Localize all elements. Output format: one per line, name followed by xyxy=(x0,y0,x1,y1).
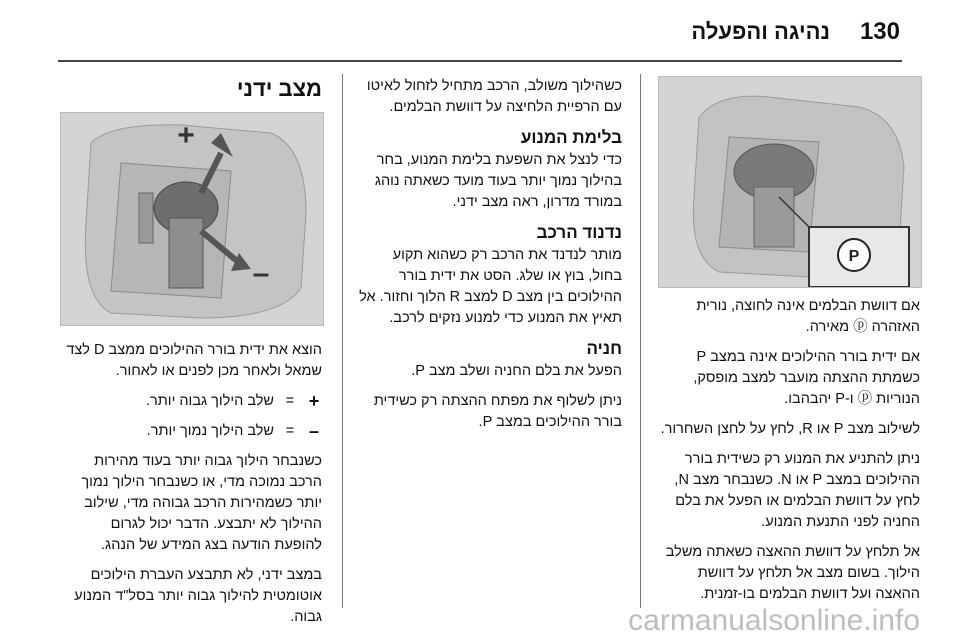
plus-symbol: + xyxy=(308,391,320,411)
left-column-text xyxy=(60,340,322,637)
symbol-row-plus xyxy=(60,391,322,412)
symbol-row-minus xyxy=(60,421,322,442)
paragraph: כדי לנצל את השפעת בלימת המנוע, בחר בהילוך נמוך יותר בעוד מועד כשאתה נוהג במורד מדרון, ראה מצב ידני. xyxy=(374,152,622,210)
column-divider-right xyxy=(640,74,641,608)
svg-text:P: P xyxy=(848,248,860,265)
plus-icon: + xyxy=(177,119,195,152)
header-divider xyxy=(58,60,902,62)
paragraph: מותר לנדנד את הרכב רק כשהוא תקוע בחול, בוץ או שלג. הסט את ידית בורר ההילוכים בין מצב D למצב R הלוך וחזור. אל תאיץ את המנוע כדי למנוע נזקים לרכב. xyxy=(359,247,622,326)
middle-column-text xyxy=(358,76,622,442)
paragraph: כשנבחר הילוך גבוה יותר בעוד מהירות הרכב נמוכה מדי, או כשנבחר הילוך נמוך יותר כשמהירות הרכב גבוהה מדי, שילוב ההילוך לא יתבצע. הדבר יכול לגרום להופעת הודעה בצג המידע של הנהג. xyxy=(81,453,322,553)
left-column-title xyxy=(60,78,322,99)
page-number: 130 xyxy=(859,18,900,45)
paragraph: ניתן לשלוף את מפתח ההצתה רק כשידית בורר ההילוכים במצב P. xyxy=(373,393,622,430)
paragraph: אם ידית בורר ההילוכים אינה במצב P כשמתת ההצתה מועבר למצב מופסק, הנוריות ⓟ ו-P יהבהבו. xyxy=(693,349,920,407)
paragraph: ניתן להתניע את המנוע רק כשידית בורר ההילוכים במצב P או N. כשנבחר מצב N, לחץ על דוושת הבלמים או הפעל את בלם החניה לפני התנעת המנוע. xyxy=(674,451,920,530)
figure-gear-lever-p-light xyxy=(658,76,922,288)
gear-lever-illustration xyxy=(659,77,921,287)
paragraph: הפעל את בלם החניה ושלב מצב P. xyxy=(411,363,622,379)
watermark-text: carmanualsonline.info xyxy=(628,604,920,637)
minus-icon: – xyxy=(252,257,270,290)
paragraph: אם דוושת הבלמים אינה לחוצה, נורית האזהרה ⓟ מאירה. xyxy=(696,298,920,335)
paragraph: במצב ידני, לא תתבצע העברת הילוכים אוטומטית להילוך גבוה יותר בסל"ד המנוע גבוה. xyxy=(74,567,322,625)
section-title: נהיגה והפעלה xyxy=(691,19,830,44)
paragraph: לשילוב מצב P או R, לחץ על לחצן השחרור. xyxy=(660,421,920,437)
section-heading-manual-mode: מצב ידני xyxy=(236,76,322,101)
page-header xyxy=(60,14,900,50)
right-column-text xyxy=(658,296,920,614)
symbol-description: שלב הילוך גבוה יותר. xyxy=(146,393,274,409)
subheading-parking: חניה xyxy=(586,339,622,358)
minus-symbol: – xyxy=(308,421,319,441)
column-divider-left xyxy=(342,74,343,608)
subheading-engine-braking: בלימת המנוע xyxy=(520,128,622,147)
manual-shift-illustration xyxy=(61,113,323,325)
paragraph: אל תלחץ על דוושת ההאצה כשאתה משלב הילוך. בשום מצב אל תלחץ על דוושת ההאצה ועל דוושת הבלמים בו-זמנית. xyxy=(665,544,920,602)
figure-manual-mode-lever xyxy=(60,112,324,326)
paragraph: כשהילוך משולב, הרכב מתחיל לזחול לאיטו עם הרפיית הלחיצה על דוושת הבלמים. xyxy=(366,78,622,115)
equals-sign: = xyxy=(285,393,295,409)
equals-sign: = xyxy=(285,423,295,439)
subheading-rocking: נדנוד הרכב xyxy=(536,223,622,242)
paragraph: הוצא את ידית בורר ההילוכים ממצב D לצד שמאל ולאחר מכן לפנים או לאחור. xyxy=(66,342,322,379)
symbol-description: שלב הילוך נמוך יותר. xyxy=(146,423,274,439)
